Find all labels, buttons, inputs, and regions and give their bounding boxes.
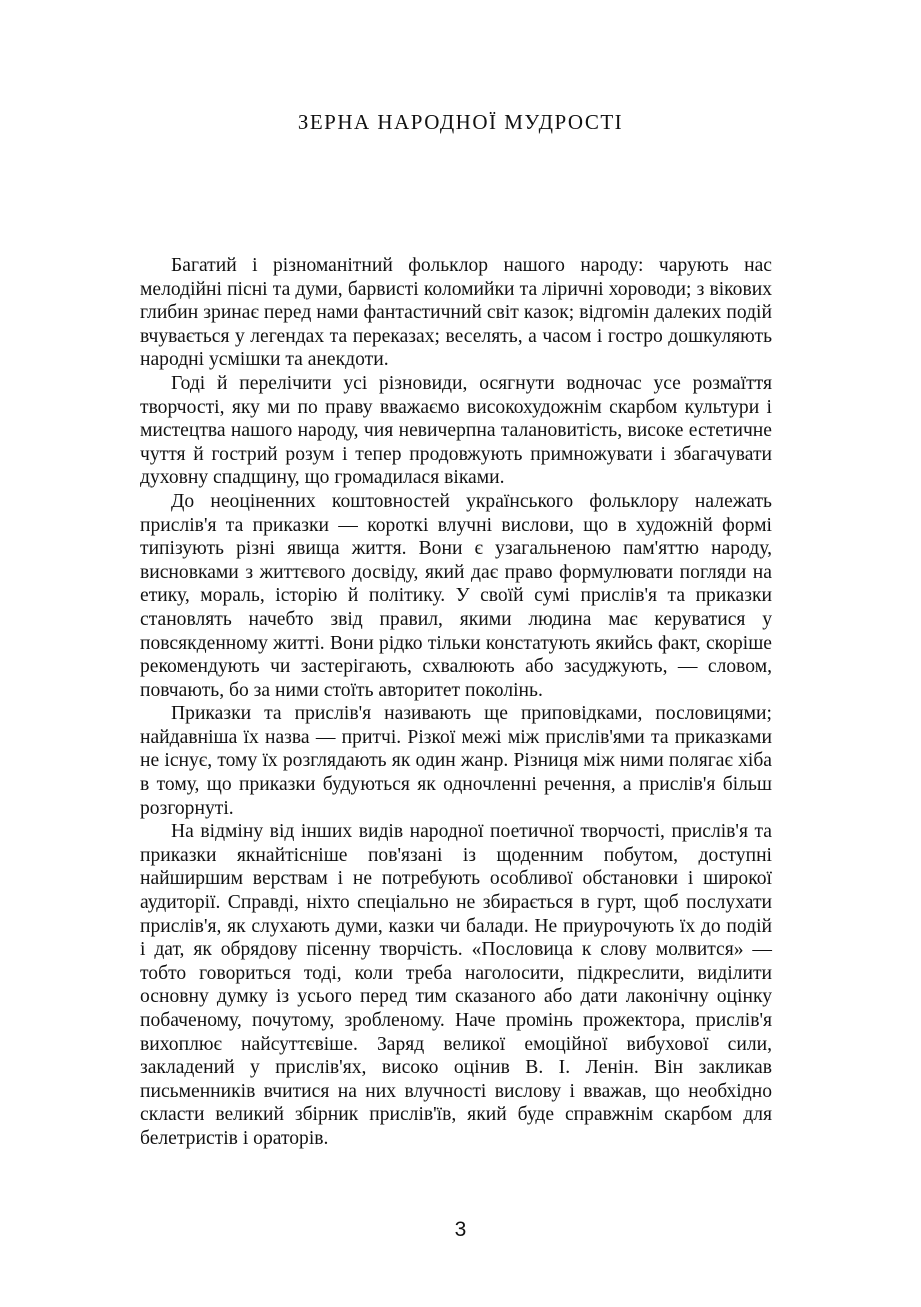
page-number: 3 [454, 1218, 467, 1241]
paragraph-1: Багатий і різноманітний фольклор нашого народу: чарують нас мелодійні пісні та думи, барвисті коломийки та ліричні хороводи; з вікових глибин зринає перед нами фантастичний світ казок; відгомін далеких подій вчувається у легендах та переказах; веселять, а часом і гостро дошкуляють народні усмішки та анекдоти. [140, 255, 772, 371]
chapter-title: ЗЕРНА НАРОДНОЇ МУДРОСТІ [297, 110, 624, 134]
body-text [140, 254, 772, 1151]
paragraph-2: Годі й перелічити усі різновиди, осягнути водночас усе розмаїття творчості, яку ми по праву вважаємо високохудожнім скарбом культури і мистецтва нашого народу, чия невичерпна талановитість, високе естетичне чуття й гострий розум і тепер продовжують примножувати і збагачувати духовну спадщину, що громадилася віками. [140, 372, 772, 489]
paragraph-5: На відміну від інших видів народної поетичної творчості, прислів'я та приказки якнайтісніше пов'язані із щоденним побутом, доступні найширшим верствам і не потребують особливої обстановки і широкої аудиторії. Справді, ніхто спеціально не збирається в гурт, щоб послухати прислів'я, як слухають думи, казки чи балади. Не приурочують їх до подій і дат, як обрядову пісенну творчість. «Пословица к слову молвится» — тобто говориться тоді, коли треба наголосити, підкреслити, виділити основну думку із усього перед тим сказаного або дати лаконічну оцінку побаченому, почутому, зробленому. Наче промінь прожектора, прислів'я вихоплює найсуттєвіше. Заряд великої емоційної вибухової сили, закладений у прислів'ях, високо оцінив В. І. Ленін. Він закликав письменників вчитися на них влучності вислову і вважав, що необхідно скласти великий збірник прислів'їв, який буде справжнім скарбом для белетристів і ораторів. [140, 821, 772, 1149]
paragraph-4: Приказки та прислів'я називають ще приповідками, пословицями; найдавніша їх назва — притчі. Різкої межі між прислів'ями та приказками не існує, тому їх розглядають як один жанр. Різниця між ними полягає хіба в тому, що приказки будуються як одночленні речення, а прислів'я більш розгорнуті. [140, 703, 772, 819]
paragraph-3: До неоціненних коштовностей українського фольклору належать прислів'я та приказки — короткі влучні вислови, що в художній формі типізують різні явища життя. Вони є узагальненою пам'яттю народу, висновками з життєвого досвіду, який дає право формулювати погляди на етику, мораль, історію й політику. У своїй сумі прислів'я та приказки становлять начебто звід правил, якими людина має керуватися у повсякденному житті. Вони рідко тільки констатують якийсь факт, скоріше рекомендують чи застерігають, схвалюють або засуджують, — словом, повчають, бо за ними стоїть авторитет поколінь. [140, 490, 772, 701]
